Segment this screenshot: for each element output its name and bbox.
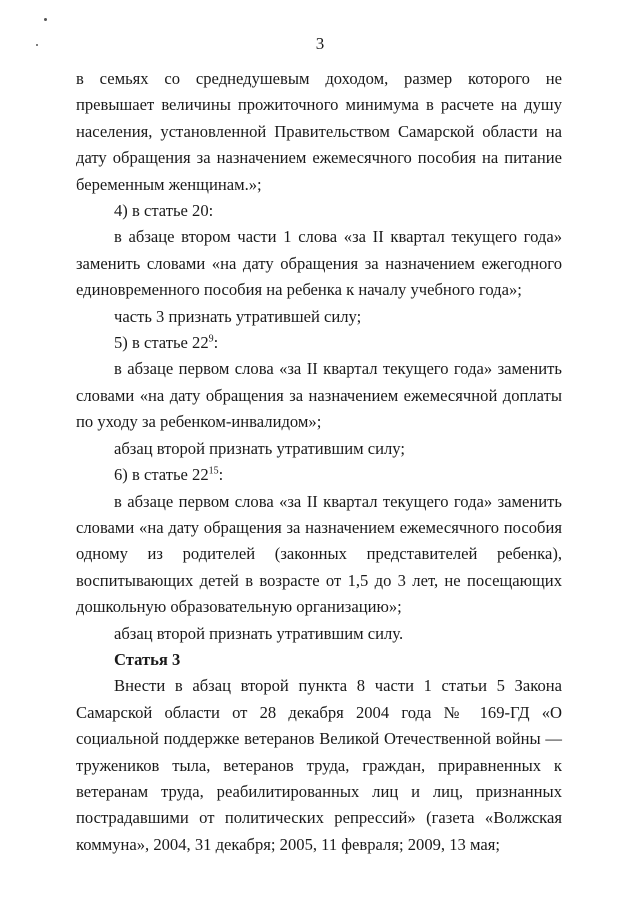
paragraph [76, 198, 562, 224]
scan-speck [44, 18, 47, 21]
document-body [76, 66, 562, 858]
paragraph-text: абзац второй признать утратившим силу. [114, 623, 404, 643]
paragraph-text: в семьях со среднедушевым доходом, размер которого не превышает величины прожиточного минимума в расчете на душу населения, установленной Правительством Самарской области на дату обращения за назначением ежемесячного пособия на питание беременным женщинам.»; [76, 69, 562, 194]
paragraph [76, 224, 562, 303]
paragraph-text: 4) в статье 20: [114, 201, 214, 221]
paragraph [76, 489, 562, 621]
paragraph [76, 673, 562, 858]
paragraph [76, 356, 562, 435]
paragraph-tail: : [213, 333, 219, 353]
paragraph [76, 330, 562, 356]
paragraph-text: в абзаце первом слова «за II квартал текущего года» заменить словами «на дату обращения за назначением ежемесячной доплаты по уходу за ребенком-инвалидом»; [76, 359, 562, 432]
paragraph [76, 304, 562, 330]
superscript: 15 [208, 465, 219, 477]
paragraph-text: 6) в статье 22 [114, 465, 209, 485]
article-heading [76, 647, 562, 673]
paragraph [76, 462, 562, 488]
paragraph-text: в абзаце втором части 1 слова «за II квартал текущего года» заменить словами «на дату обращения за назначением ежегодного единовременного пособия на ребенка к началу учебного года»; [76, 227, 562, 300]
paragraph-text: часть 3 признать утратившей силу; [114, 306, 362, 326]
paragraph [76, 621, 562, 647]
paragraph-text: Внести в абзац второй пункта 8 части 1 статьи 5 Закона Самарской области от 28 декабря 2004 года № 169-ГД «О социальной поддержке ветеранов Великой Отечественной войны — тружеников тыла, ветеранов труда, граждан, приравненных к ветеранам труда, реабилитированных лиц и лиц, признанных пострадавшими от политических репрессий» (газета «Волжская коммуна», 2004, 31 декабря; 2005, 11 февраля; 2009, 13 мая; [76, 676, 562, 854]
paragraph-text: абзац второй признать утратившим силу; [114, 438, 405, 458]
paragraph-text: в абзаце первом слова «за II квартал текущего года» заменить словами «на дату обращения за назначением ежемесячного пособия одному из родителей (законных представителей ребенка), воспитывающих детей в возрасте от 1,5 до 3 лет, не посещающих дошкольную образовательную организацию»; [76, 491, 562, 617]
paragraph [76, 66, 562, 198]
page-number: 3 [315, 34, 325, 53]
paragraph [76, 436, 562, 462]
paragraph-text: 5) в статье 22 [114, 333, 209, 353]
paragraph-text: Статья 3 [114, 649, 181, 669]
paragraph-tail: : [218, 465, 224, 485]
superscript: 9 [208, 333, 214, 345]
